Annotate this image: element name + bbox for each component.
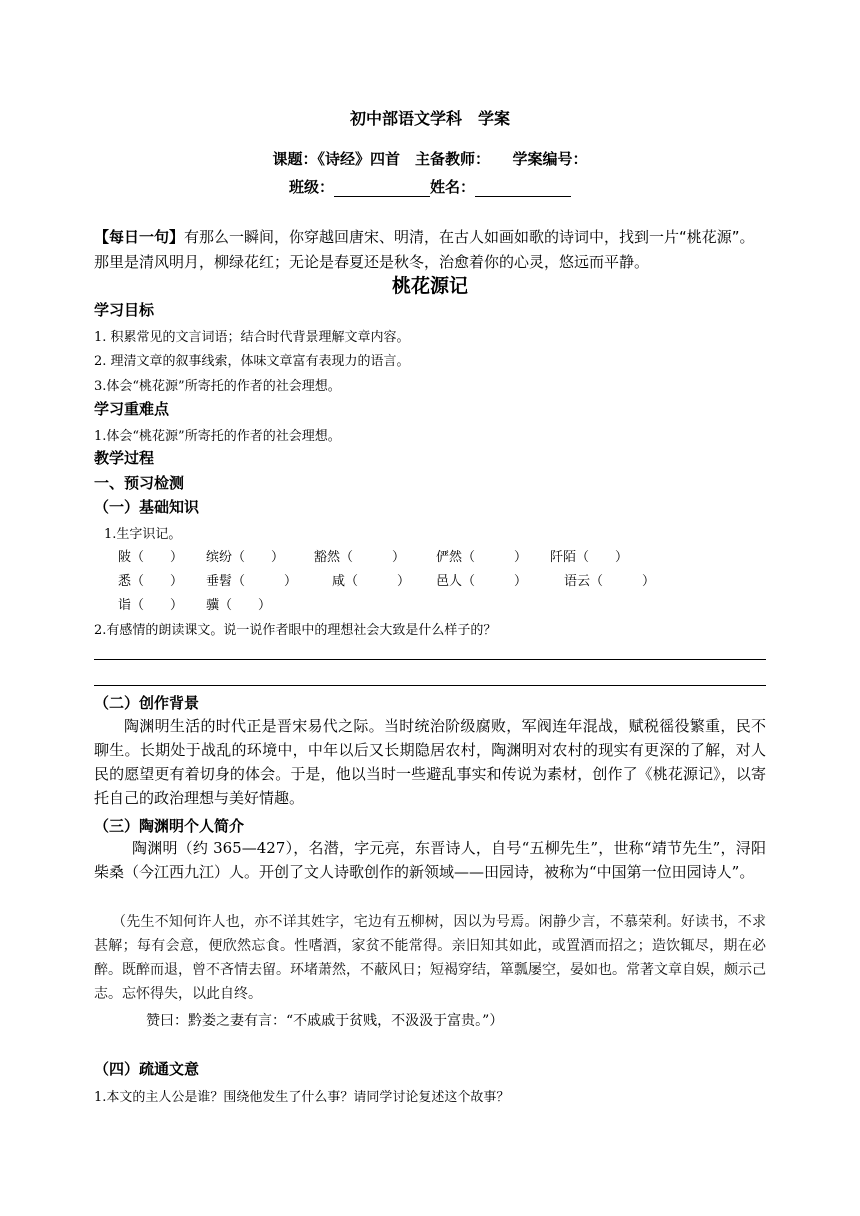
- bio-quote: （先生不知何许人也，亦不详其姓字，宅边有五柳树，因以为号焉。闲静少言，不慕荣利。好读书，不求甚解；每有会意，便欣然忘食。性嗜酒，家贫不能常得。亲旧知其如此，或置酒而招之；造饮辄尽，期在必醉。既醉而退，曾不吝情去留。环堵萧然，不蔽风日；短褐穿结，箪瓢屡空，晏如也。常著文章自娱，颇示己志。忘怀得失，以此自终。: [94, 914, 766, 1002]
- bio-text: 陶渊明（约 365—427），名潜，字元亮，东晋诗人，自号“五柳先生”，世称“靖节先生”，浔阳柴桑（今江西九江）人。开创了文人诗歌创作的新领域——田园诗，被称为“中国第一位田园诗人”。: [94, 839, 766, 881]
- lesson-meta-line: 课题：《诗经》四首 主备教师： 学案编号：: [272, 150, 588, 168]
- process-heading: 教学过程: [94, 449, 155, 467]
- vocab-item: 俨然（ ）: [436, 550, 528, 565]
- vocab-item: 悉（ ）: [118, 574, 184, 589]
- background-heading: （二）创作背景: [94, 694, 200, 712]
- vocab-item: 邑人（ ）: [436, 574, 528, 589]
- vocab-item: 阡陌（ ）: [550, 550, 629, 565]
- vocab-item: 陂（ ）: [118, 550, 184, 565]
- bio-zan: 赞曰：黔娄之妻有言：“不戚戚于贫贱，不汲汲于富贵。”）: [146, 1013, 504, 1029]
- daily-sentence-line1: [94, 226, 755, 247]
- vocab-item: 咸（ ）: [332, 574, 411, 589]
- document-title: 初中部语文学科 学案: [349, 109, 510, 128]
- vocab-item: 垂髫（ ）: [206, 574, 298, 589]
- question-1: 1.生字识记。: [104, 527, 182, 542]
- goal-item-2: 2. 理清文章的叙事线索，体味文章富有表现力的语言。: [94, 354, 410, 369]
- name-label: 姓名：: [430, 178, 476, 196]
- vocab-item: 骥（ ）: [206, 598, 272, 613]
- goals-heading: 学习目标: [94, 301, 155, 319]
- question-2: 2.有感情的朗读课文。说一说作者眼中的理想社会大致是什么样子的？: [94, 623, 497, 638]
- vocab-item: 语云（ ）: [564, 574, 656, 589]
- daily-tag: 【每日一句】: [94, 228, 185, 246]
- goal-item-3: 3.体会“桃花源”所寄托的作者的社会理想。: [94, 379, 341, 394]
- lesson-title: 桃花源记: [391, 275, 468, 297]
- understand-heading: （四）疏通文意: [94, 1060, 200, 1078]
- keypoints-heading: 学习重难点: [94, 400, 170, 418]
- understand-question-1: 1.本文的主人公是谁？围绕他发生了什么事？请同学讨论复述这个故事？: [94, 1090, 510, 1105]
- name-blank: [475, 182, 571, 197]
- keypoint-item-1: 1.体会“桃花源”所寄托的作者的社会理想。: [94, 429, 341, 444]
- class-name-line: [0, 176, 860, 197]
- section-preview-check: 一、预习检测: [94, 474, 185, 492]
- class-label: 班级：: [288, 178, 334, 196]
- vocab-item: 缤纷（ ）: [206, 550, 285, 565]
- vocab-item: 诣（ ）: [118, 598, 184, 613]
- vocab-item: 豁然（ ）: [314, 550, 406, 565]
- goal-item-1: 1. 积累常见的文言词语；结合时代背景理解文章内容。: [94, 330, 410, 345]
- daily-sentence-line2: 那里是清风明月，柳绿花红；无论是春夏还是秋冬，治愈着你的心灵，悠远而平静。: [94, 253, 650, 271]
- class-blank: [334, 182, 430, 197]
- daily-text-1: 有那么一瞬间，你穿越回唐宋、明清，在古人如画如歌的诗词中，找到一片“桃花源”。: [184, 228, 755, 246]
- sub-basic-knowledge: （一）基础知识: [94, 498, 200, 516]
- background-text: 陶渊明生活的时代正是晋宋易代之际。当时统治阶级腐败，军阀连年混战，赋税徭役繁重，民不聊生。长期处于战乱的环境中，中年以后又长期隐居农村，陶渊明对农村的现实有更深的了解，对人民的愿望更有着切身的体会。于是，他以当时一些避乱事实和传说为素材，创作了《桃花源记》，以寄托自己的政治理想与美好情趣。: [94, 717, 766, 807]
- answer-line: [94, 659, 766, 660]
- answer-line: [94, 685, 766, 686]
- bio-heading: （三）陶渊明个人简介: [94, 817, 245, 835]
